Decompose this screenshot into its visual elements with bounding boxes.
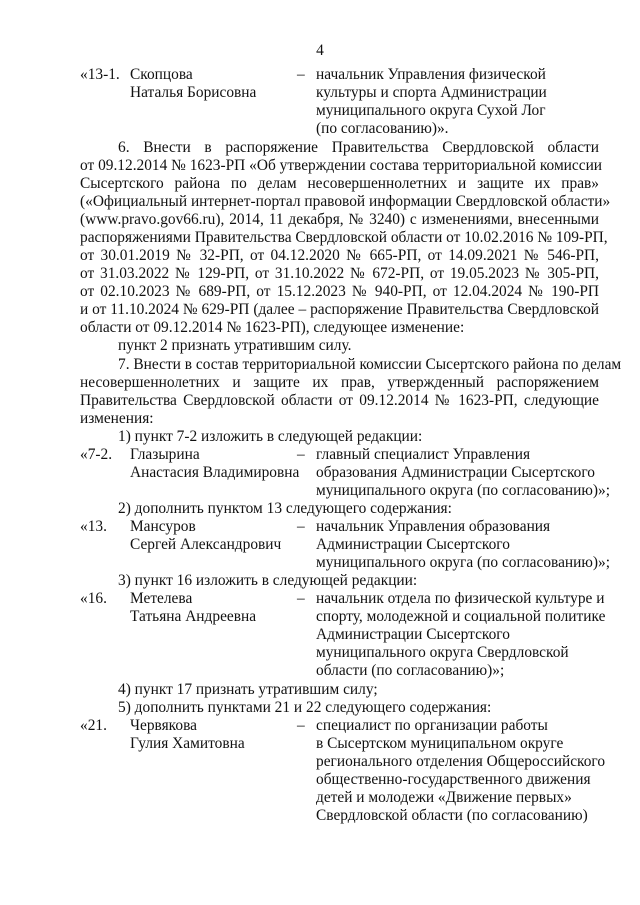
- member-position-line: муниципального округа Сухой Лог: [316, 102, 546, 119]
- paragraph-line: изменения:: [80, 410, 154, 427]
- member-position-line: в Сысертском муниципальном округе: [316, 735, 564, 752]
- paragraph-6-item: пункт 2 признать утратившим силу.: [118, 337, 352, 354]
- paragraph-line: несовершеннолетних и защите их прав, утвержденный распоряжением: [80, 374, 599, 391]
- member-position-line: муниципального округа (по согласованию)»;: [316, 554, 610, 571]
- member-position-line: образования Администрации Сысертского: [316, 464, 595, 481]
- member-position-line: регионального отделения Общероссийского: [316, 753, 606, 770]
- paragraph-line: от 30.01.2019 № 32-РП, от 04.12.2020 № 665-РП, от 14.09.2021 № 546-РП,: [80, 247, 599, 264]
- member-position-line: начальник отдела по физической культуре и: [316, 590, 605, 607]
- member-position-line: общественно-государственного движения: [316, 771, 591, 788]
- member-position-line: спорту, молодежной и социальной политике: [316, 608, 606, 625]
- subitem-1: 1) пункт 7-2 изложить в следующей редакции:: [118, 428, 423, 445]
- subitem-5: 5) дополнить пунктами 21 и 22 следующего содержания:: [118, 699, 492, 716]
- entry-label: «16.: [80, 590, 107, 607]
- paragraph-line: 7. Внести в состав территориальной комиссии Сысертского района по делам: [118, 356, 622, 373]
- member-position-line: муниципального округа Свердловской: [316, 644, 569, 661]
- member-position-line: области (по согласованию)»;: [316, 662, 505, 679]
- member-surname: Мансуров: [130, 518, 196, 535]
- paragraph-line: распоряжениями Правительства Свердловской области от 10.02.2016 № 109-РП,: [80, 229, 608, 246]
- entry-dash: –: [297, 518, 305, 535]
- member-position-line: Свердловской области (по согласованию): [316, 807, 588, 824]
- member-position-line: Администрации Сысертского: [316, 626, 510, 643]
- subitem-2: 2) дополнить пунктом 13 следующего содержания:: [118, 500, 452, 517]
- member-given-names: Анастасия Владимировна: [130, 464, 300, 481]
- paragraph-line: (www.pravo.gov66.ru), 2014, 11 декабря, № 3240) с изменениями, внесенными: [80, 211, 599, 228]
- entry-dash: –: [297, 717, 305, 734]
- paragraph-line: Правительства Свердловской области от 09.12.2014 № 1623-РП, следующие: [80, 392, 599, 409]
- page-number: 4: [316, 42, 324, 59]
- member-surname: Метелева: [130, 590, 193, 607]
- entry-dash: –: [297, 446, 305, 463]
- member-given-names: Наталья Борисовна: [130, 84, 257, 101]
- entry-label: «13.: [80, 518, 107, 535]
- paragraph-line: от 02.10.2023 № 689-РП, от 15.12.2023 № 940-РП, от 12.04.2024 № 190-РП: [80, 283, 599, 300]
- member-surname: Скопцова: [130, 66, 193, 83]
- member-position-line: начальник Управления физической: [316, 66, 546, 83]
- paragraph-line: и от 11.10.2024 № 629-РП (далее – распоряжение Правительства Свердловской: [80, 301, 599, 318]
- paragraph-line: 6. Внести в распоряжение Правительства Свердловской области: [118, 139, 599, 156]
- paragraph-line: («Официальный интернет-портал правовой информации Свердловской области»: [80, 193, 611, 210]
- member-surname: Червякова: [130, 717, 197, 734]
- entry-label: «7-2.: [80, 446, 113, 463]
- entry-dash: –: [297, 590, 305, 607]
- member-position-line: специалист по организации работы: [316, 717, 548, 734]
- subitem-4: 4) пункт 17 признать утратившим силу;: [118, 681, 378, 698]
- member-given-names: Татьяна Андреевна: [130, 608, 257, 625]
- member-position-line: (по согласованию)».: [316, 120, 449, 137]
- paragraph-line: от 09.12.2014 № 1623-РП «Об утверждении состава территориальной комиссии: [80, 157, 603, 174]
- paragraph-line: Сысертского района по делам несовершеннолетних и защите их прав»: [80, 175, 599, 192]
- member-given-names: Сергей Александрович: [130, 536, 282, 553]
- subitem-3: 3) пункт 16 изложить в следующей редакции:: [118, 572, 418, 589]
- member-position-line: Администрации Сысертского: [316, 536, 510, 553]
- entry-dash: –: [297, 66, 305, 83]
- member-position-line: главный специалист Управления: [316, 446, 531, 463]
- paragraph-line: области от 09.12.2014 № 1623-РП), следующее изменение:: [80, 319, 465, 336]
- member-given-names: Гулия Хамитовна: [130, 735, 245, 752]
- member-surname: Глазырина: [130, 446, 200, 463]
- member-position-line: начальник Управления образования: [316, 518, 551, 535]
- member-position-line: муниципального округа (по согласованию)»;: [316, 482, 610, 499]
- entry-label: «21.: [80, 717, 107, 734]
- member-position-line: культуры и спорта Администрации: [316, 84, 547, 101]
- paragraph-line: от 31.03.2022 № 129-РП, от 31.10.2022 № 672-РП, от 19.05.2023 № 305-РП,: [80, 265, 599, 282]
- entry-label: «13-1.: [80, 66, 120, 83]
- member-position-line: детей и молодежи «Движение первых»: [316, 789, 572, 806]
